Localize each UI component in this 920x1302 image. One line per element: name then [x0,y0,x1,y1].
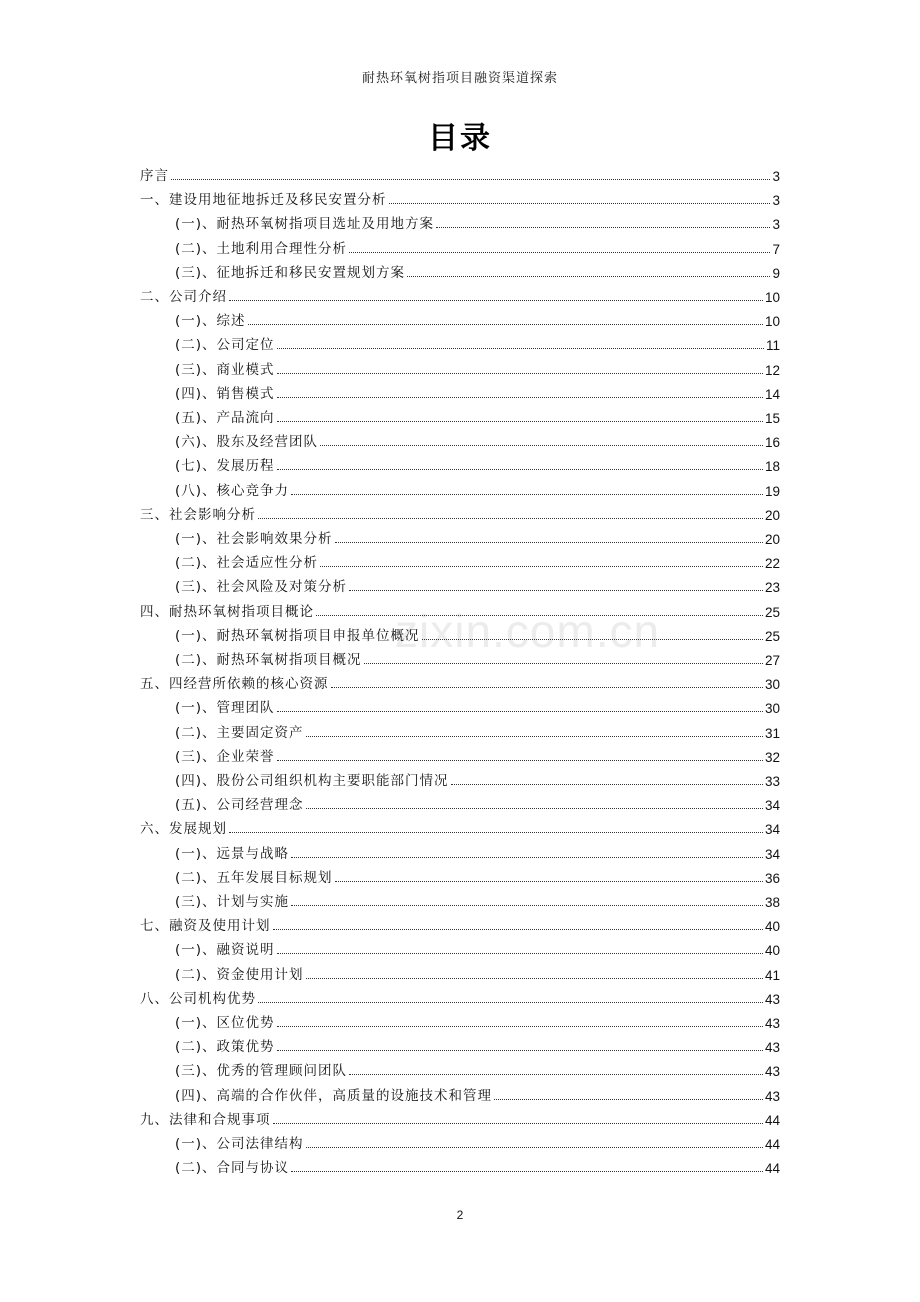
toc-entry[interactable] [175,571,780,595]
toc-dot-leader [229,831,763,833]
toc-entry[interactable] [175,402,780,426]
toc-entry-label: (三)、社会风险及对策分析 [175,579,348,596]
toc-entry-label: 五、四经营所依赖的核心资源 [140,676,329,693]
page-number: 2 [456,1208,464,1222]
toc-dot-leader [277,710,763,712]
toc-dot-leader [306,1146,763,1148]
toc-dot-leader [306,977,763,979]
toc-entry[interactable] [175,257,780,281]
toc-entry-page: 14 [764,386,780,402]
toc-dot-leader [248,323,763,325]
toc-entry[interactable] [175,305,780,329]
toc-entry-label: (五)、公司经营理念 [175,797,304,814]
toc-entry-label: (三)、优秀的管理顾问团队 [175,1063,348,1080]
toc-dot-leader [451,783,763,785]
toc-entry-label: (二)、政策优势 [175,1039,275,1056]
toc-entry-page: 43 [764,1016,780,1031]
toc-entry-label: (四)、股份公司组织机构主要职能部门情况 [175,773,449,789]
toc-entry-label: (三)、征地拆迁和移民安置规划方案 [175,264,406,281]
toc-entry-page: 18 [764,459,780,475]
toc-dot-leader [316,614,763,616]
toc-entry[interactable] [175,450,780,474]
toc-entry-label: (一)、社会影响效果分析 [175,531,333,547]
toc-entry-label: (二)、五年发展目标规划 [175,869,333,886]
toc-dot-leader [291,904,763,906]
toc-entry-page: 25 [764,604,780,620]
toc-entry[interactable] [175,789,780,813]
toc-entry-label: (二)、社会适应性分析 [175,555,319,572]
toc-entry-label: (二)、公司定位 [175,337,275,354]
toc-entry[interactable] [175,717,780,741]
toc-entry[interactable] [140,596,780,620]
toc-entry-label: (一)、区位优势 [175,1015,275,1031]
toc-entry-page: 16 [764,435,780,451]
toc-entry-page: 20 [764,532,780,547]
toc-dot-leader [349,589,763,591]
toc-dot-leader [277,396,763,398]
toc-entry-page: 23 [764,580,780,596]
toc-entry-label: (三)、企业荣誉 [175,748,275,765]
toc-dot-leader [273,1122,763,1124]
toc-dot-leader [349,1073,763,1075]
toc-entry-page: 11 [765,338,780,354]
toc-entry-label: 七、融资及使用计划 [140,918,271,935]
toc-dot-leader [407,275,770,277]
toc-entry-label: 四、耐热环氧树指项目概论 [140,603,314,620]
toc-entry[interactable] [175,1031,780,1055]
toc-entry[interactable] [140,910,780,934]
toc-entry-page: 25 [764,628,780,644]
toc-entry-label: (五)、产品流向 [175,410,275,426]
toc-dot-leader [277,468,763,470]
toc-entry-page: 43 [764,1040,780,1056]
toc-entry[interactable] [175,378,780,402]
toc-entry[interactable] [175,354,780,378]
toc-dot-leader [349,251,770,253]
toc-entry[interactable] [140,160,780,184]
toc-entry[interactable] [175,886,780,910]
toc-entry-label: 一、建设用地征地拆迁及移民安置分析 [140,192,387,209]
toc-entry[interactable] [175,208,780,232]
toc-entry-label: (四)、销售模式 [175,385,275,402]
toc-entry-label: (二)、资金使用计划 [175,966,304,983]
toc-dot-leader [364,662,763,664]
toc-dot-leader [306,807,763,809]
toc-entry[interactable] [175,934,780,958]
toc-entry[interactable] [175,741,780,765]
toc-dot-leader [306,735,763,737]
toc-entry[interactable] [175,692,780,716]
toc-entry-page: 43 [764,1064,780,1080]
toc-entry[interactable] [175,765,780,789]
toc-entry-page: 9 [772,265,780,281]
toc-entry[interactable] [175,1007,780,1031]
toc-entry-label: 序言 [140,168,169,184]
toc-entry[interactable] [175,620,780,644]
toc-entry-page: 34 [764,822,780,838]
toc-entry[interactable] [175,547,780,571]
toc-dot-leader [258,1001,763,1003]
toc-entry-label: (一)、耐热环氧树指项目选址及用地方案 [175,216,435,233]
toc-entry-page: 43 [764,991,780,1007]
toc-dot-leader [258,517,763,519]
toc-entry[interactable] [175,644,780,668]
toc-entry-label: 三、社会影响分析 [140,506,256,523]
toc-entry-page: 7 [772,241,780,257]
toc-entry-page: 38 [764,895,780,910]
toc-entry-label: (二)、主要固定资产 [175,724,304,741]
toc-dot-leader [335,880,763,882]
toc-entry[interactable] [175,959,780,983]
toc-entry[interactable] [140,813,780,837]
toc-entry-page: 40 [764,919,780,935]
toc-entry-label: 八、公司机构优势 [140,990,256,1007]
toc-dot-leader [335,541,763,543]
toc-entry-page: 27 [764,653,780,668]
toc-entry-page: 36 [764,870,780,886]
toc-dot-leader [277,759,763,761]
toc-entry-page: 34 [764,846,780,862]
toc-entry-label: 二、公司介绍 [140,289,227,305]
toc-entry-page: 40 [764,943,780,959]
toc-entry-page: 3 [772,217,780,233]
toc-entry-label: (一)、融资说明 [175,942,275,959]
toc-entry-label: 六、发展规划 [140,821,227,838]
toc-entry[interactable] [175,233,780,257]
toc-entry-label: (一)、管理团队 [175,700,275,717]
toc-dot-leader [171,178,770,180]
toc-entry-label: 九、法律和合规事项 [140,1111,271,1128]
toc-entry[interactable] [175,426,780,450]
toc-entry-page: 20 [764,507,780,523]
toc-entry[interactable] [175,1055,780,1079]
toc-entry-page: 19 [764,483,780,499]
toc-dot-leader [389,202,771,204]
toc-entry-page: 43 [764,1088,780,1104]
toc-dot-leader [277,1025,763,1027]
toc-entry-page: 3 [772,169,780,184]
toc-dot-leader [277,420,763,422]
toc-entry-page: 10 [764,290,780,305]
toc-entry[interactable] [175,329,780,353]
toc-entry-page: 44 [764,1112,780,1128]
toc-dot-leader [291,856,763,858]
running-header: 耐热环氧树指项目融资渠道探索 [361,71,558,86]
toc-dot-leader [320,565,763,567]
toc-dot-leader [277,1049,763,1051]
toc-dot-leader [277,347,764,349]
toc-entry-label: (一)、远景与战略 [175,845,290,862]
toc-entry-page: 12 [764,362,780,378]
toc-entry-page: 44 [764,1137,780,1152]
toc-entry[interactable] [175,838,780,862]
toc-entry-page: 33 [764,774,780,789]
toc-dot-leader [229,299,763,301]
toc-entry[interactable] [175,862,780,886]
toc-entry[interactable] [140,668,780,692]
toc-dot-leader [273,928,763,930]
toc-entry-label: (三)、商业模式 [175,361,275,378]
toc-entry-label: (四)、高端的合作伙伴，高质量的设施技术和管理 [175,1087,493,1104]
toc-entry-label: (一)、公司法律结构 [175,1136,304,1152]
toc-dot-leader [320,444,763,446]
toc-dot-leader [494,1098,763,1100]
toc-entry-page: 22 [764,556,780,572]
toc-entry-page: 3 [772,193,780,209]
toc-entry-page: 10 [764,314,780,330]
toc-entry-label: (二)、耐热环氧树指项目概况 [175,652,362,668]
toc-entry[interactable] [175,1080,780,1104]
toc-entry-label: (二)、合同与协议 [175,1160,290,1177]
toc-dot-leader [291,1170,763,1172]
toc-entry-page: 15 [764,411,780,426]
toc-dot-leader [291,493,763,495]
toc-entry-page: 32 [764,749,780,765]
toc-entry[interactable] [175,523,780,547]
toc-entry[interactable] [140,184,780,208]
toc-entry-label: (一)、耐热环氧树指项目申报单位概况 [175,627,420,644]
toc-entry-label: (七)、发展历程 [175,458,275,475]
toc-entry-label: (八)、核心竞争力 [175,482,290,499]
toc-dot-leader [277,952,763,954]
toc-entry-page: 44 [764,1161,780,1177]
toc-entry-page: 41 [764,967,780,983]
toc-entry[interactable] [175,475,780,499]
toc-entry-page: 30 [764,677,780,693]
toc-dot-leader [422,638,763,640]
toc-entry-label: (六)、股东及经营团队 [175,434,319,451]
toc-entry[interactable] [175,1152,780,1176]
toc-entry[interactable] [140,983,780,1007]
toc-entry-page: 34 [764,798,780,814]
toc-entry[interactable] [140,1104,780,1128]
toc-entry[interactable] [175,1128,780,1152]
toc-dot-leader [331,686,763,688]
toc-entry[interactable] [140,281,780,305]
toc-entry-label: (二)、土地利用合理性分析 [175,240,348,257]
toc-entry-label: (一)、综述 [175,313,246,330]
toc-dot-leader [436,226,770,228]
toc-entry-page: 30 [764,701,780,717]
toc-dot-leader [277,372,763,374]
page-title: 目录 [428,121,492,156]
watermark: zixin.com.cn [395,605,661,657]
toc-entry-label: (三)、计划与实施 [175,894,290,910]
toc-entry[interactable] [140,499,780,523]
toc-entry-page: 31 [764,725,780,741]
